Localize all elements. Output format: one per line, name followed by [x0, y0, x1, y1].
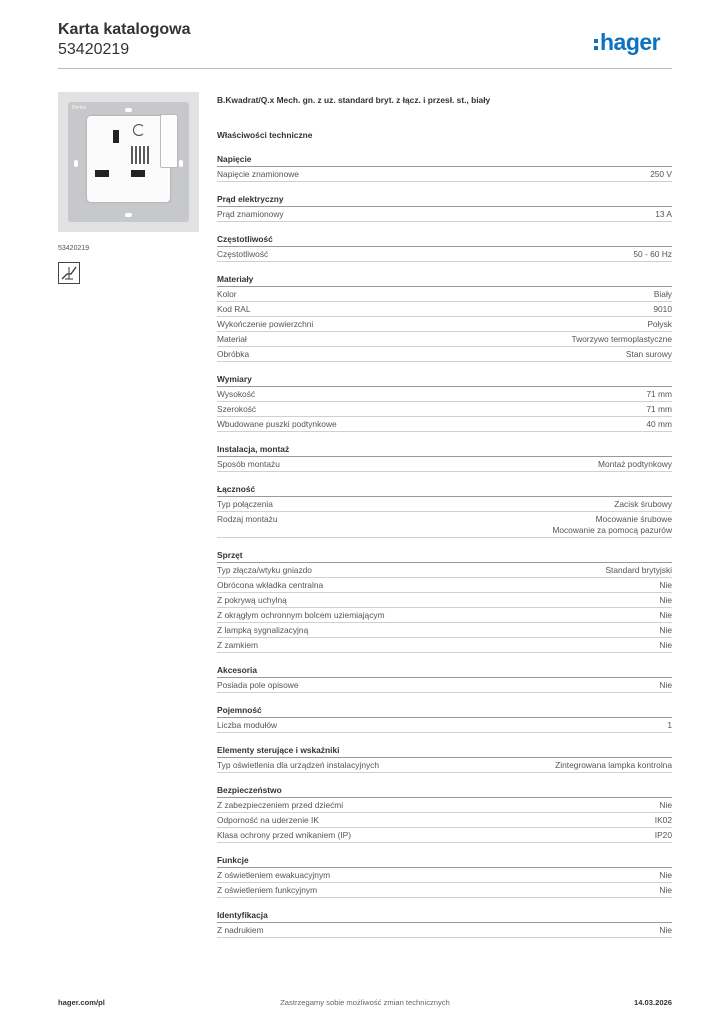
spec-label: Materiał [217, 333, 247, 344]
spec-label: Szerokość [217, 403, 257, 414]
spec-value-line: Nie [659, 594, 672, 605]
spec-value-line: Zintegrowana lampka kontrolna [555, 759, 672, 770]
spec-row [217, 497, 672, 512]
spec-value [650, 169, 672, 180]
spec-value [659, 640, 672, 651]
spec-label: Kolor [217, 288, 237, 299]
spec-value-line: Nie [659, 884, 672, 895]
spec-value [646, 389, 672, 400]
footer-date: 14.03.2026 [633, 998, 672, 1007]
spec-value [659, 800, 672, 811]
neutral-pin-slot [131, 170, 145, 177]
function-curve-icon [58, 262, 80, 284]
spec-value-line: Nie [659, 639, 672, 650]
spec-label: Z pokrywą uchylną [217, 594, 287, 605]
spec-value-line: Biały [653, 288, 672, 299]
spec-label: Sposób montażu [217, 458, 280, 469]
spec-sections [217, 152, 672, 938]
section-title: Prąd elektryczny [217, 192, 672, 207]
spec-value-line: IK02 [654, 814, 672, 825]
spec-label: Liczba modułów [217, 719, 278, 730]
spec-label: Klasa ochrony przed wnikaniem (IP) [217, 829, 352, 840]
spec-row [217, 798, 672, 813]
spec-content [217, 94, 672, 938]
spec-value [659, 885, 672, 896]
image-caption: 53420219 [58, 245, 90, 252]
spec-label: Odporność na uderzenie IK [217, 814, 319, 825]
spec-value [659, 925, 672, 936]
section-title: Łączność [217, 482, 672, 497]
document-header [58, 20, 190, 60]
spec-label: Kod RAL [217, 303, 251, 314]
section-title: Sprzęt [217, 548, 672, 563]
spec-row [217, 923, 672, 938]
spec-value [646, 419, 672, 430]
spec-row [217, 347, 672, 362]
page-footer [58, 997, 672, 1009]
spec-value-line: 71 mm [646, 403, 672, 414]
tech-properties-title: Właściwości techniczne [217, 130, 313, 140]
spec-value-line: Stan surowy [625, 348, 672, 359]
spec-label: Z zamkiem [217, 639, 258, 650]
spec-label: Wbudowane puszki podtynkowe [217, 418, 337, 429]
spec-value [654, 289, 672, 300]
spec-row [217, 457, 672, 472]
live-pin-slot [95, 170, 109, 177]
spec-value [614, 499, 672, 510]
spec-row [217, 868, 672, 883]
product-image [58, 92, 199, 232]
spec-label: Z oświetleniem ewakuacyjnym [217, 869, 331, 880]
document-title: Karta katalogowa [58, 21, 191, 38]
spec-row [217, 608, 672, 623]
spec-label: Z nadrukiem [217, 924, 264, 935]
spec-label: Z lampką sygnalizacyjną [217, 624, 309, 635]
spec-section [217, 743, 672, 773]
spec-row [217, 417, 672, 432]
earth-pin-slot [113, 130, 119, 143]
spec-label: Wykończenie powierzchni [217, 318, 314, 329]
spec-row [217, 167, 672, 182]
section-title: Napięcie [217, 152, 672, 167]
spec-row [217, 563, 672, 578]
footer-note: Zastrzegamy sobie możliwość zmian technicznych [280, 998, 450, 1007]
spec-value [659, 595, 672, 606]
spec-value-line: 250 V [650, 168, 672, 179]
spec-value [598, 459, 672, 470]
spec-label: Z oświetleniem funkcyjnym [217, 884, 318, 895]
spec-section [217, 272, 672, 362]
spec-section [217, 783, 672, 843]
spec-value-line: Nie [659, 799, 672, 810]
spec-row [217, 813, 672, 828]
mount-hole [125, 213, 132, 217]
spec-row [217, 718, 672, 733]
spec-row [217, 332, 672, 347]
spec-value-line: Nie [659, 924, 672, 935]
spec-row [217, 758, 672, 773]
spec-label: Typ połączenia [217, 498, 273, 509]
hager-logo[interactable] [594, 27, 660, 57]
spec-row [217, 578, 672, 593]
spec-row [217, 623, 672, 638]
spec-value-line: 9010 [653, 303, 672, 314]
spec-value [633, 249, 672, 260]
qr-code-icon [131, 146, 149, 164]
section-title: Wymiary [217, 372, 672, 387]
spec-value-line: Standard brytyjski [605, 564, 672, 575]
spec-value-line: Mocowanie za pomocą pazurów [552, 524, 672, 535]
spec-value [659, 870, 672, 881]
section-title: Identyfikacja [217, 908, 672, 923]
mount-hole [125, 108, 132, 112]
spec-row [217, 207, 672, 222]
spec-value [655, 830, 672, 841]
spec-value [555, 760, 672, 771]
spec-value-line: Nie [659, 624, 672, 635]
spec-label: Z zabezpieczeniem przed dziećmi [217, 799, 344, 810]
spec-label: Posiada pole opisowe [217, 679, 299, 690]
spec-value-line: Mocowanie śrubowe [595, 513, 672, 524]
spec-row [217, 402, 672, 417]
spec-value-line: Zacisk śrubowy [614, 498, 672, 509]
spec-value [659, 580, 672, 591]
spec-section [217, 442, 672, 472]
spec-section [217, 908, 672, 938]
spec-label: Obróbka [217, 348, 250, 359]
spec-label: Typ złącza/wtyku gniazdo [217, 564, 312, 575]
spec-value [659, 680, 672, 691]
spec-value-line: 1 [667, 719, 672, 730]
spec-value-line: IP20 [654, 829, 672, 840]
spec-value [653, 304, 672, 315]
spec-value [667, 720, 672, 731]
spec-label: Prąd znamionowy [217, 208, 284, 219]
spec-value-line: Połysk [647, 318, 672, 329]
section-title: Akcesoria [217, 663, 672, 678]
mount-hole [74, 160, 78, 167]
spec-row [217, 317, 672, 332]
document-number: 53420219 [58, 41, 130, 58]
section-title: Elementy sterujące i wskaźniki [217, 743, 672, 758]
spec-value-line: 13 A [655, 208, 672, 219]
section-title: Bezpieczeństwo [217, 783, 672, 798]
spec-section [217, 192, 672, 222]
spec-section [217, 703, 672, 733]
spec-label: Z okrągłym ochronnym bolcem uziemiającym [217, 609, 385, 620]
spec-value-line: Montaż podtynkowy [597, 458, 672, 469]
spec-row [217, 302, 672, 317]
spec-value-line: 40 mm [646, 418, 672, 429]
spec-value [646, 404, 672, 415]
section-title: Częstotliwość [217, 232, 672, 247]
spec-row [217, 247, 672, 262]
spec-section [217, 548, 672, 653]
mount-hole [179, 160, 183, 167]
header-divider [58, 68, 672, 69]
spec-value [659, 625, 672, 636]
spec-row [217, 883, 672, 898]
spec-section [217, 482, 672, 538]
footer-site-link[interactable]: hager.com/pl [58, 998, 105, 1007]
logo-dots-icon [594, 39, 598, 50]
spec-value-line: Nie [659, 579, 672, 590]
spec-value [571, 334, 672, 345]
spec-section [217, 232, 672, 262]
spec-value-line: 71 mm [646, 388, 672, 399]
spec-label: Wysokość [217, 388, 256, 399]
spec-value-line: Nie [659, 679, 672, 690]
spec-label: Częstotliwość [217, 248, 269, 259]
spec-row [217, 512, 672, 538]
spec-label: Obrócona wkładka centralna [217, 579, 324, 590]
spec-label: Napięcie znamionowe [217, 168, 299, 179]
spec-section [217, 152, 672, 182]
spec-value [655, 209, 672, 220]
spec-row [217, 387, 672, 402]
spec-value [605, 565, 672, 576]
spec-value [659, 610, 672, 621]
section-title: Pojemność [217, 703, 672, 718]
spec-value [626, 349, 672, 360]
spec-row [217, 678, 672, 693]
section-title: Instalacja, montaż [217, 442, 672, 457]
section-title: Funkcje [217, 853, 672, 868]
spec-value-line: 50 - 60 Hz [633, 248, 672, 259]
spec-section [217, 853, 672, 898]
spec-row [217, 828, 672, 843]
spec-label: Rodzaj montażu [217, 513, 278, 524]
spec-row [217, 287, 672, 302]
spec-row [217, 593, 672, 608]
image-brand-label: Berker [72, 105, 87, 111]
product-description: B.Kwadrat/Q.x Mech. gn. z uz. standard bryt. z łącz. i przesł. st., biały [217, 95, 491, 105]
spec-value-line: Nie [659, 869, 672, 880]
spec-value [655, 815, 672, 826]
logo-text: hager [600, 28, 661, 55]
spec-value-line: Tworzywo termoplastyczne [571, 333, 672, 344]
socket-icon [87, 116, 170, 202]
spec-value [647, 319, 672, 330]
spec-value [552, 514, 672, 536]
section-title: Materiały [217, 272, 672, 287]
rocker-switch [160, 114, 178, 168]
spec-section [217, 372, 672, 432]
spec-section [217, 663, 672, 693]
spec-value-line: Nie [659, 609, 672, 620]
light-indicator-icon [133, 124, 145, 136]
spec-label: Typ oświetlenia dla urządzeń instalacyjnych [217, 759, 380, 770]
spec-row [217, 638, 672, 653]
